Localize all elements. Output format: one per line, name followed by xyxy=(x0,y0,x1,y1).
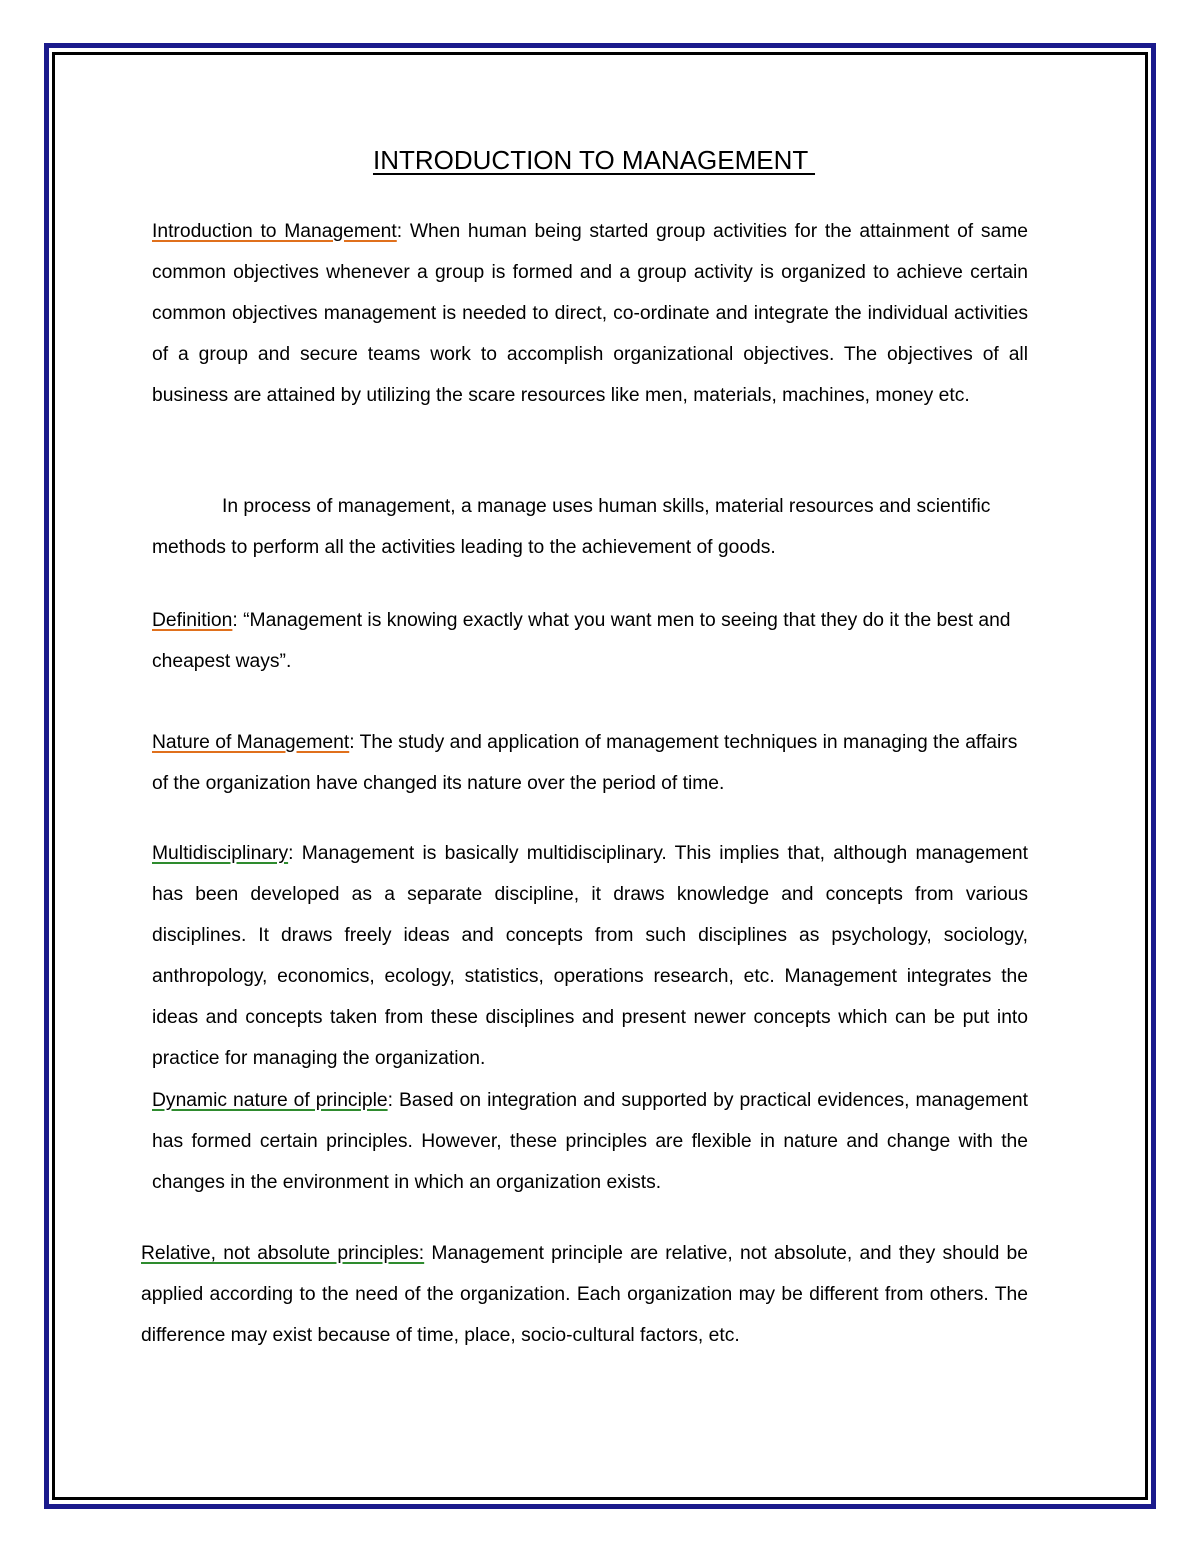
section-body: In process of management, a manage uses human skills, material resources and scientific methods to perform all the activities leading to the achievement of goods. xyxy=(152,496,991,558)
section-relative-principles xyxy=(141,1233,1028,1356)
section-body: The study and application of management techniques in managing the affairs of the organization have changed its nature over the period of time. xyxy=(152,732,1018,794)
section-separator: : xyxy=(396,221,410,242)
section-separator: : xyxy=(288,843,302,864)
section-heading: Multidisciplinary xyxy=(152,843,289,864)
section-introduction xyxy=(152,211,1028,416)
section-body: Management principle are relative, not absolute, and they should be applied according to the need of the organization. Each organization may be different from others. The difference may exist because of time, place, socio-cultural factors, etc. xyxy=(141,1243,1028,1346)
section-nature xyxy=(152,722,1032,804)
section-heading: Relative, not absolute principles: xyxy=(141,1243,425,1264)
section-multidisciplinary xyxy=(152,833,1028,1079)
section-body: When human being started group activities for the attainment of same common objectives whenever a group is formed and a group activity is organized to achieve certain common objectives management is needed to direct, co-ordinate and integrate the individual activities of a group and secure teams work to accomplish organizational objectives. The objectives of all business are attained by utilizing the scare resources like men, materials, machines, money etc. xyxy=(152,221,1028,406)
section-heading: Dynamic nature of principle xyxy=(152,1090,388,1111)
section-separator: : xyxy=(232,610,244,631)
section-body: “Management is knowing exactly what you want men to seeing that they do it the best and cheapest ways”. xyxy=(152,610,1011,672)
section-heading: Introduction to Management xyxy=(152,221,397,242)
section-heading: Definition xyxy=(152,610,233,631)
section-body: Based on integration and supported by practical evidences, management has formed certain principles. However, these principles are flexible in nature and change with the changes in the environment in which an organization exists. xyxy=(152,1090,1029,1193)
section-heading: Nature of Management xyxy=(152,732,350,753)
section-process xyxy=(152,486,1028,568)
section-body: Management is basically multidisciplinary. This implies that, although management has been developed as a separate discipline, it draws knowledge and concepts from various disciplines. It draws freely ideas and concepts from such disciplines as psychology, sociology, anthropology, economics, ecology, statistics, operations research, etc. Management integrates the ideas and concepts taken from these disciplines and present newer concepts which can be put into practice for managing the organization. xyxy=(152,843,1029,1069)
section-dynamic-nature xyxy=(152,1080,1028,1203)
section-definition xyxy=(152,600,1044,682)
section-separator: : xyxy=(349,732,360,753)
page-title: INTRODUCTION TO MANAGEMENT xyxy=(372,145,816,175)
section-separator: : xyxy=(387,1090,399,1111)
